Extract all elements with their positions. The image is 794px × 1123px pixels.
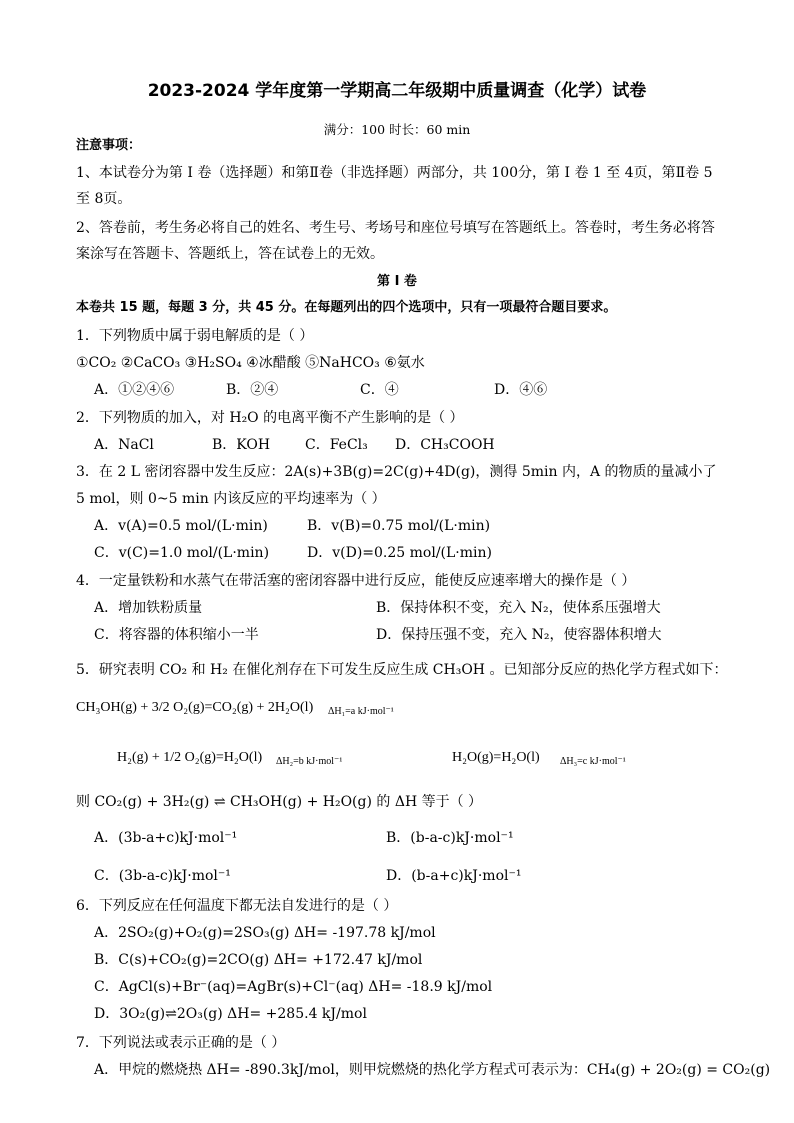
question-1-option-a: A．①②④⑥ bbox=[94, 382, 175, 398]
question-5-ask: 则 CO₂(g) + 3H₂(g) ⇌ CH₃OH(g) + H₂O(g) 的 ΔH 等于（ ） bbox=[76, 794, 483, 810]
question-5-equation-1: CH₃OH(g) + 3/2 O₂(g)=CO₂(g) + 2H₂O(l) bbox=[76, 700, 314, 715]
page-subtitle: 满分：100 时长：60 min bbox=[323, 122, 471, 137]
question-6-option-c: C．AgCl(s)+Br⁻(aq)=AgBr(s)+Cl⁻(aq) ΔH= -18.9 kJ/mol bbox=[94, 979, 493, 995]
question-2-option-b: B．KOH bbox=[212, 437, 271, 453]
question-4-option-c: C．将容器的体积缩小一半 bbox=[94, 627, 259, 643]
question-2-option-a: A．NaCl bbox=[94, 437, 154, 453]
question-6-option-d: D．3O₂(g)⇌2O₃(g) ΔH= +285.4 kJ/mol bbox=[94, 1006, 367, 1022]
question-5-dh-3: ΔH₃=c kJ·mol⁻¹ bbox=[560, 756, 626, 767]
question-3-stem-cont: 5 mol，则 0~5 min 内该反应的平均速率为（ ） bbox=[76, 491, 386, 507]
question-2-option-c: C．FeCl₃ bbox=[305, 437, 368, 453]
question-6-option-a: A．2SO₂(g)+O₂(g)=2SO₃(g) ΔH= -197.78 kJ/mol bbox=[94, 925, 436, 941]
question-4-stem: 4．一定量铁粉和水蒸气在带活塞的密闭容器中进行反应，能使反应速率增大的操作是（ ） bbox=[76, 573, 636, 589]
question-4-option-b: B．保持体积不变，充入 N₂，使体系压强增大 bbox=[376, 600, 661, 616]
question-4-option-d: D．保持压强不变，充入 N₂，使容器体积增大 bbox=[376, 627, 662, 643]
question-3-option-a: A．v(A)=0.5 mol/(L·min) bbox=[94, 518, 268, 534]
question-7-stem: 7．下列说法或表示正确的是（ ） bbox=[76, 1035, 286, 1051]
question-4-option-a: A．增加铁粉质量 bbox=[94, 600, 203, 616]
question-3-option-b: B．v(B)=0.75 mol/(L·min) bbox=[307, 518, 491, 534]
question-5-dh-2: ΔH₂=b kJ·mol⁻¹ bbox=[276, 756, 343, 767]
question-5-stem: 5．研究表明 CO₂ 和 H₂ 在催化剂存在下可发生反应生成 CH₃OH 。已知部分反应的热化学方程式如下： bbox=[76, 662, 728, 678]
question-1-option-b: B．②④ bbox=[226, 382, 279, 398]
question-5-option-d: D．(b-a+c)kJ·mol⁻¹ bbox=[386, 868, 522, 884]
question-2-stem: 2．下列物质的加入，对 H₂O 的电离平衡不产生影响的是（ ） bbox=[76, 410, 464, 426]
question-5-dh-1: ΔH₁=a kJ·mol⁻¹ bbox=[328, 706, 394, 717]
section-instruction: 本卷共 15 题，每题 3 分，共 45 分。在每题列出的四个选项中，只有一项最符合题目要求。 bbox=[76, 300, 617, 315]
notice-item-2: 2、答卷前，考生务必将自己的姓名、考生号、考场号和座位号填写在答题纸上。答卷时，考生务必将答 bbox=[76, 220, 715, 236]
question-7-option-a: A．甲烷的燃烧热 ΔH= -890.3kJ/mol，则甲烷燃烧的热化学方程式可表示为：CH₄(g) + 2O₂(g) = CO₂(g) bbox=[94, 1062, 771, 1078]
section-heading: 第 I 卷 bbox=[377, 274, 417, 289]
notice-item-2-cont: 案涂写在答题卡、答题纸上，答在试卷上的无效。 bbox=[76, 246, 384, 262]
question-3-option-c: C．v(C)=1.0 mol/(L·min) bbox=[94, 545, 270, 561]
question-5-option-c: C．(3b-a-c)kJ·mol⁻¹ bbox=[94, 868, 231, 884]
question-1-stem: 1．下列物质中属于弱电解质的是（ ） bbox=[76, 328, 314, 344]
question-5-equation-2: H₂(g) + 1/2 O₂(g)=H₂O(l) bbox=[117, 750, 263, 765]
notice-item-1-cont: 至 8页。 bbox=[76, 191, 132, 207]
question-1-option-c: C．④ bbox=[360, 382, 399, 398]
page-title: 2023-2024 学年度第一学期高二年级期中质量调查（化学）试卷 bbox=[147, 81, 647, 101]
question-3-option-d: D．v(D)=0.25 mol/(L·min) bbox=[307, 545, 492, 561]
question-3-stem: 3．在 2 L 密闭容器中发生反应：2A(s)+3B(g)=2C(g)+4D(g)，测得 5min 内，A 的物质的量减小了 bbox=[76, 464, 717, 480]
question-1-items: ①CO₂ ②CaCO₃ ③H₂SO₄ ④冰醋酸 ⑤NaHCO₃ ⑥氨水 bbox=[76, 355, 425, 371]
question-1-option-d: D．④⑥ bbox=[494, 382, 548, 398]
question-6-option-b: B．C(s)+CO₂(g)=2CO(g) ΔH= +172.47 kJ/mol bbox=[94, 952, 423, 968]
question-5-option-a: A．(3b-a+c)kJ·mol⁻¹ bbox=[94, 830, 238, 846]
question-5-equation-3: H₂O(g)=H₂O(l) bbox=[452, 750, 540, 765]
question-5-option-b: B．(b-a-c)kJ·mol⁻¹ bbox=[386, 830, 514, 846]
question-2-option-d: D．CH₃COOH bbox=[395, 437, 495, 453]
notice-item-1: 1、本试卷分为第 I 卷（选择题）和第Ⅱ卷（非选择题）两部分，共 100分，第 I 卷 1 至 4页，第Ⅱ卷 5 bbox=[76, 165, 713, 181]
notice-heading: 注意事项： bbox=[76, 138, 142, 153]
question-6-stem: 6．下列反应在任何温度下都无法自发进行的是（ ） bbox=[76, 898, 398, 914]
